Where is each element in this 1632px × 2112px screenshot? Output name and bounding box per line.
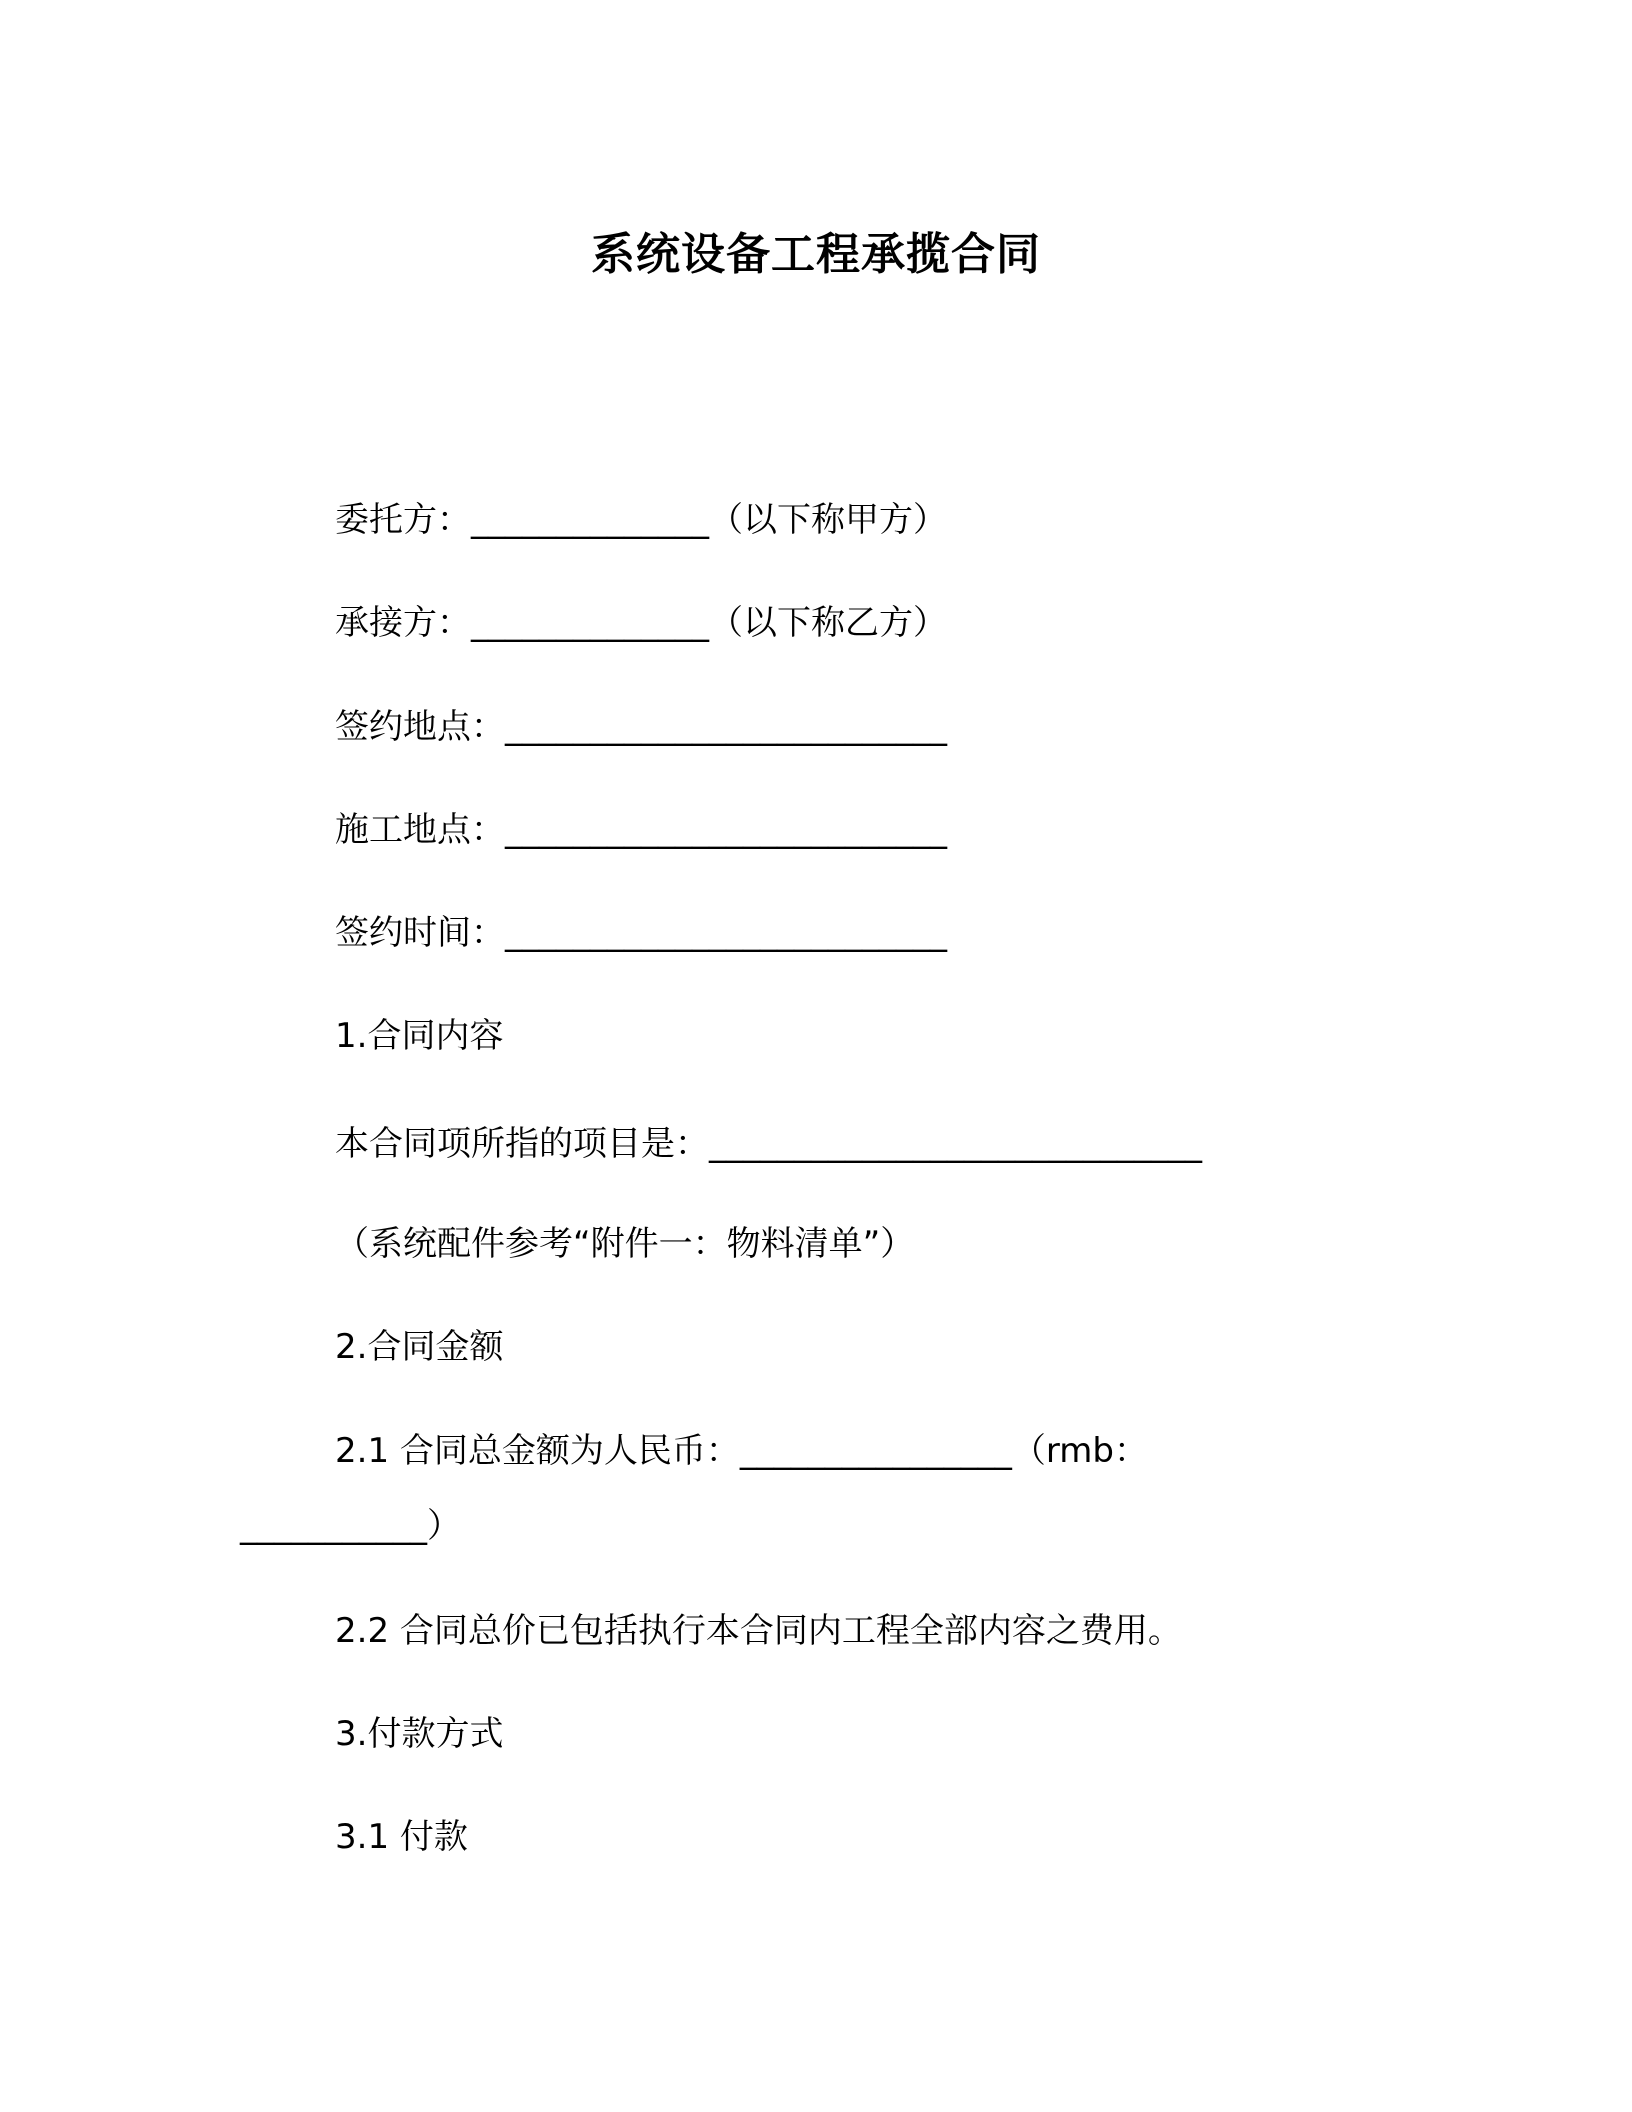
clause-2-1-continuation: ___________） — [240, 1506, 461, 1546]
section-heading-contract-content: 1.合同内容 — [335, 1016, 504, 1056]
section-heading-payment-method: 3.付款方式 — [335, 1714, 504, 1754]
client-party-line: 委托方：______________（以下称甲方） — [335, 500, 947, 540]
project-description-line: 本合同项所指的项目是：_____________________________ — [335, 1124, 1202, 1164]
signing-time-line: 签约时间：__________________________ — [335, 913, 947, 953]
clause-2-1-line: 2.1 合同总金额为人民币：________________（rmb： — [335, 1431, 1148, 1471]
clause-3-1-line: 3.1 付款 — [335, 1817, 468, 1857]
signing-place-line: 签约地点：__________________________ — [335, 707, 947, 747]
document-title: 系统设备工程承揽合同 — [591, 229, 1041, 280]
clause-2-2-line: 2.2 合同总价已包括执行本合同内工程全部内容之费用。 — [335, 1611, 1182, 1651]
contractor-party-line: 承接方：______________（以下称乙方） — [335, 603, 947, 643]
section-heading-contract-amount: 2.合同金额 — [335, 1327, 504, 1367]
construction-site-line: 施工地点：__________________________ — [335, 810, 947, 850]
attachment-reference-line: （系统配件参考“附件一：物料清单”） — [335, 1224, 915, 1264]
